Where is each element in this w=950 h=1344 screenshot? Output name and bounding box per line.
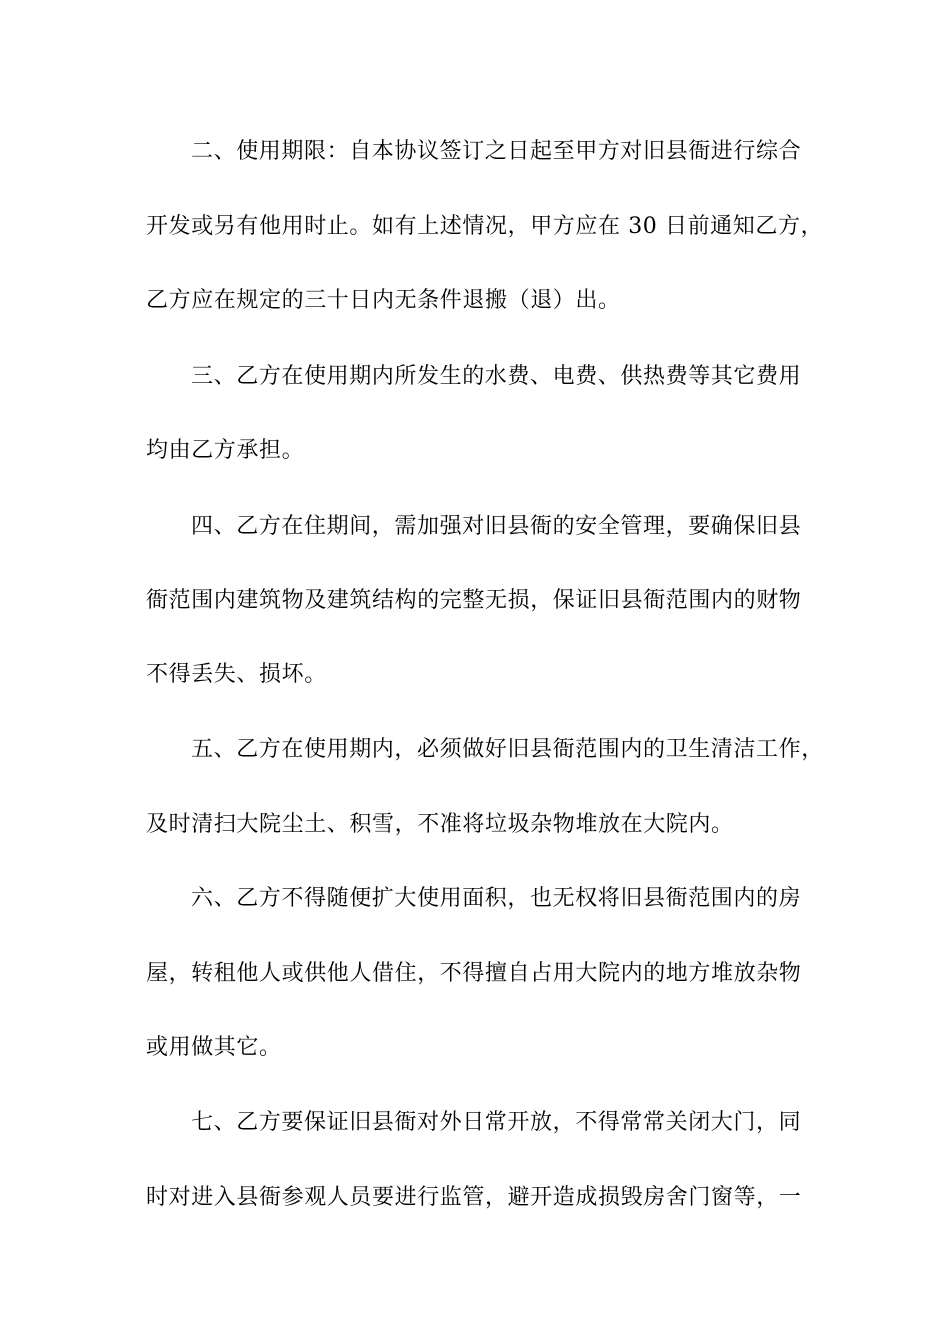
clause-6-line-2: 屋，转租他人或供他人借住，不得擅自占用大院内的地方堆放杂物 <box>146 961 802 986</box>
clause-7-line-2: 时对进入县衙参观人员要进行监管，避开造成损毁房舍门窗等，一 <box>146 1185 802 1210</box>
clause-3-line-2: 均由乙方承担。 <box>146 438 305 463</box>
clause-4-line-1: 四、乙方在住期间，需加强对旧县衙的安全管理，要确保旧县 <box>191 514 802 539</box>
clause-5-line-1: 五、乙方在使用期内，必须做好旧县衙范围内的卫生清洁工作， <box>191 737 824 762</box>
clause-7-line-1: 七、乙方要保证旧县衙对外日常开放，不得常常关闭大门，同 <box>191 1110 802 1135</box>
clause-2-line-1: 二、使用期限：自本协议签订之日起至甲方对旧县衙进行综合 <box>191 139 802 164</box>
clause-4-line-2: 衙范围内建筑物及建筑结构的完整无损，保证旧县衙范围内的财物 <box>146 588 802 613</box>
clause-3-line-1: 三、乙方在使用期内所发生的水费、电费、供热费等其它费用 <box>191 364 802 389</box>
clause-2-line-2: 开发或另有他用时止。如有上述情况，甲方应在 30 日前通知乙方， <box>146 214 824 239</box>
clause-6-line-3: 或用做其它。 <box>146 1035 282 1060</box>
clause-6-line-1: 六、乙方不得随便扩大使用面积，也无权将旧县衙范围内的房 <box>191 886 802 911</box>
clause-4-line-3: 不得丢失、损坏。 <box>146 662 327 687</box>
clause-2-line-3: 乙方应在规定的三十日内无条件退搬（退）出。 <box>146 288 621 313</box>
clause-5-line-2: 及时清扫大院尘土、积雪，不准将垃圾杂物堆放在大院内。 <box>146 812 734 837</box>
